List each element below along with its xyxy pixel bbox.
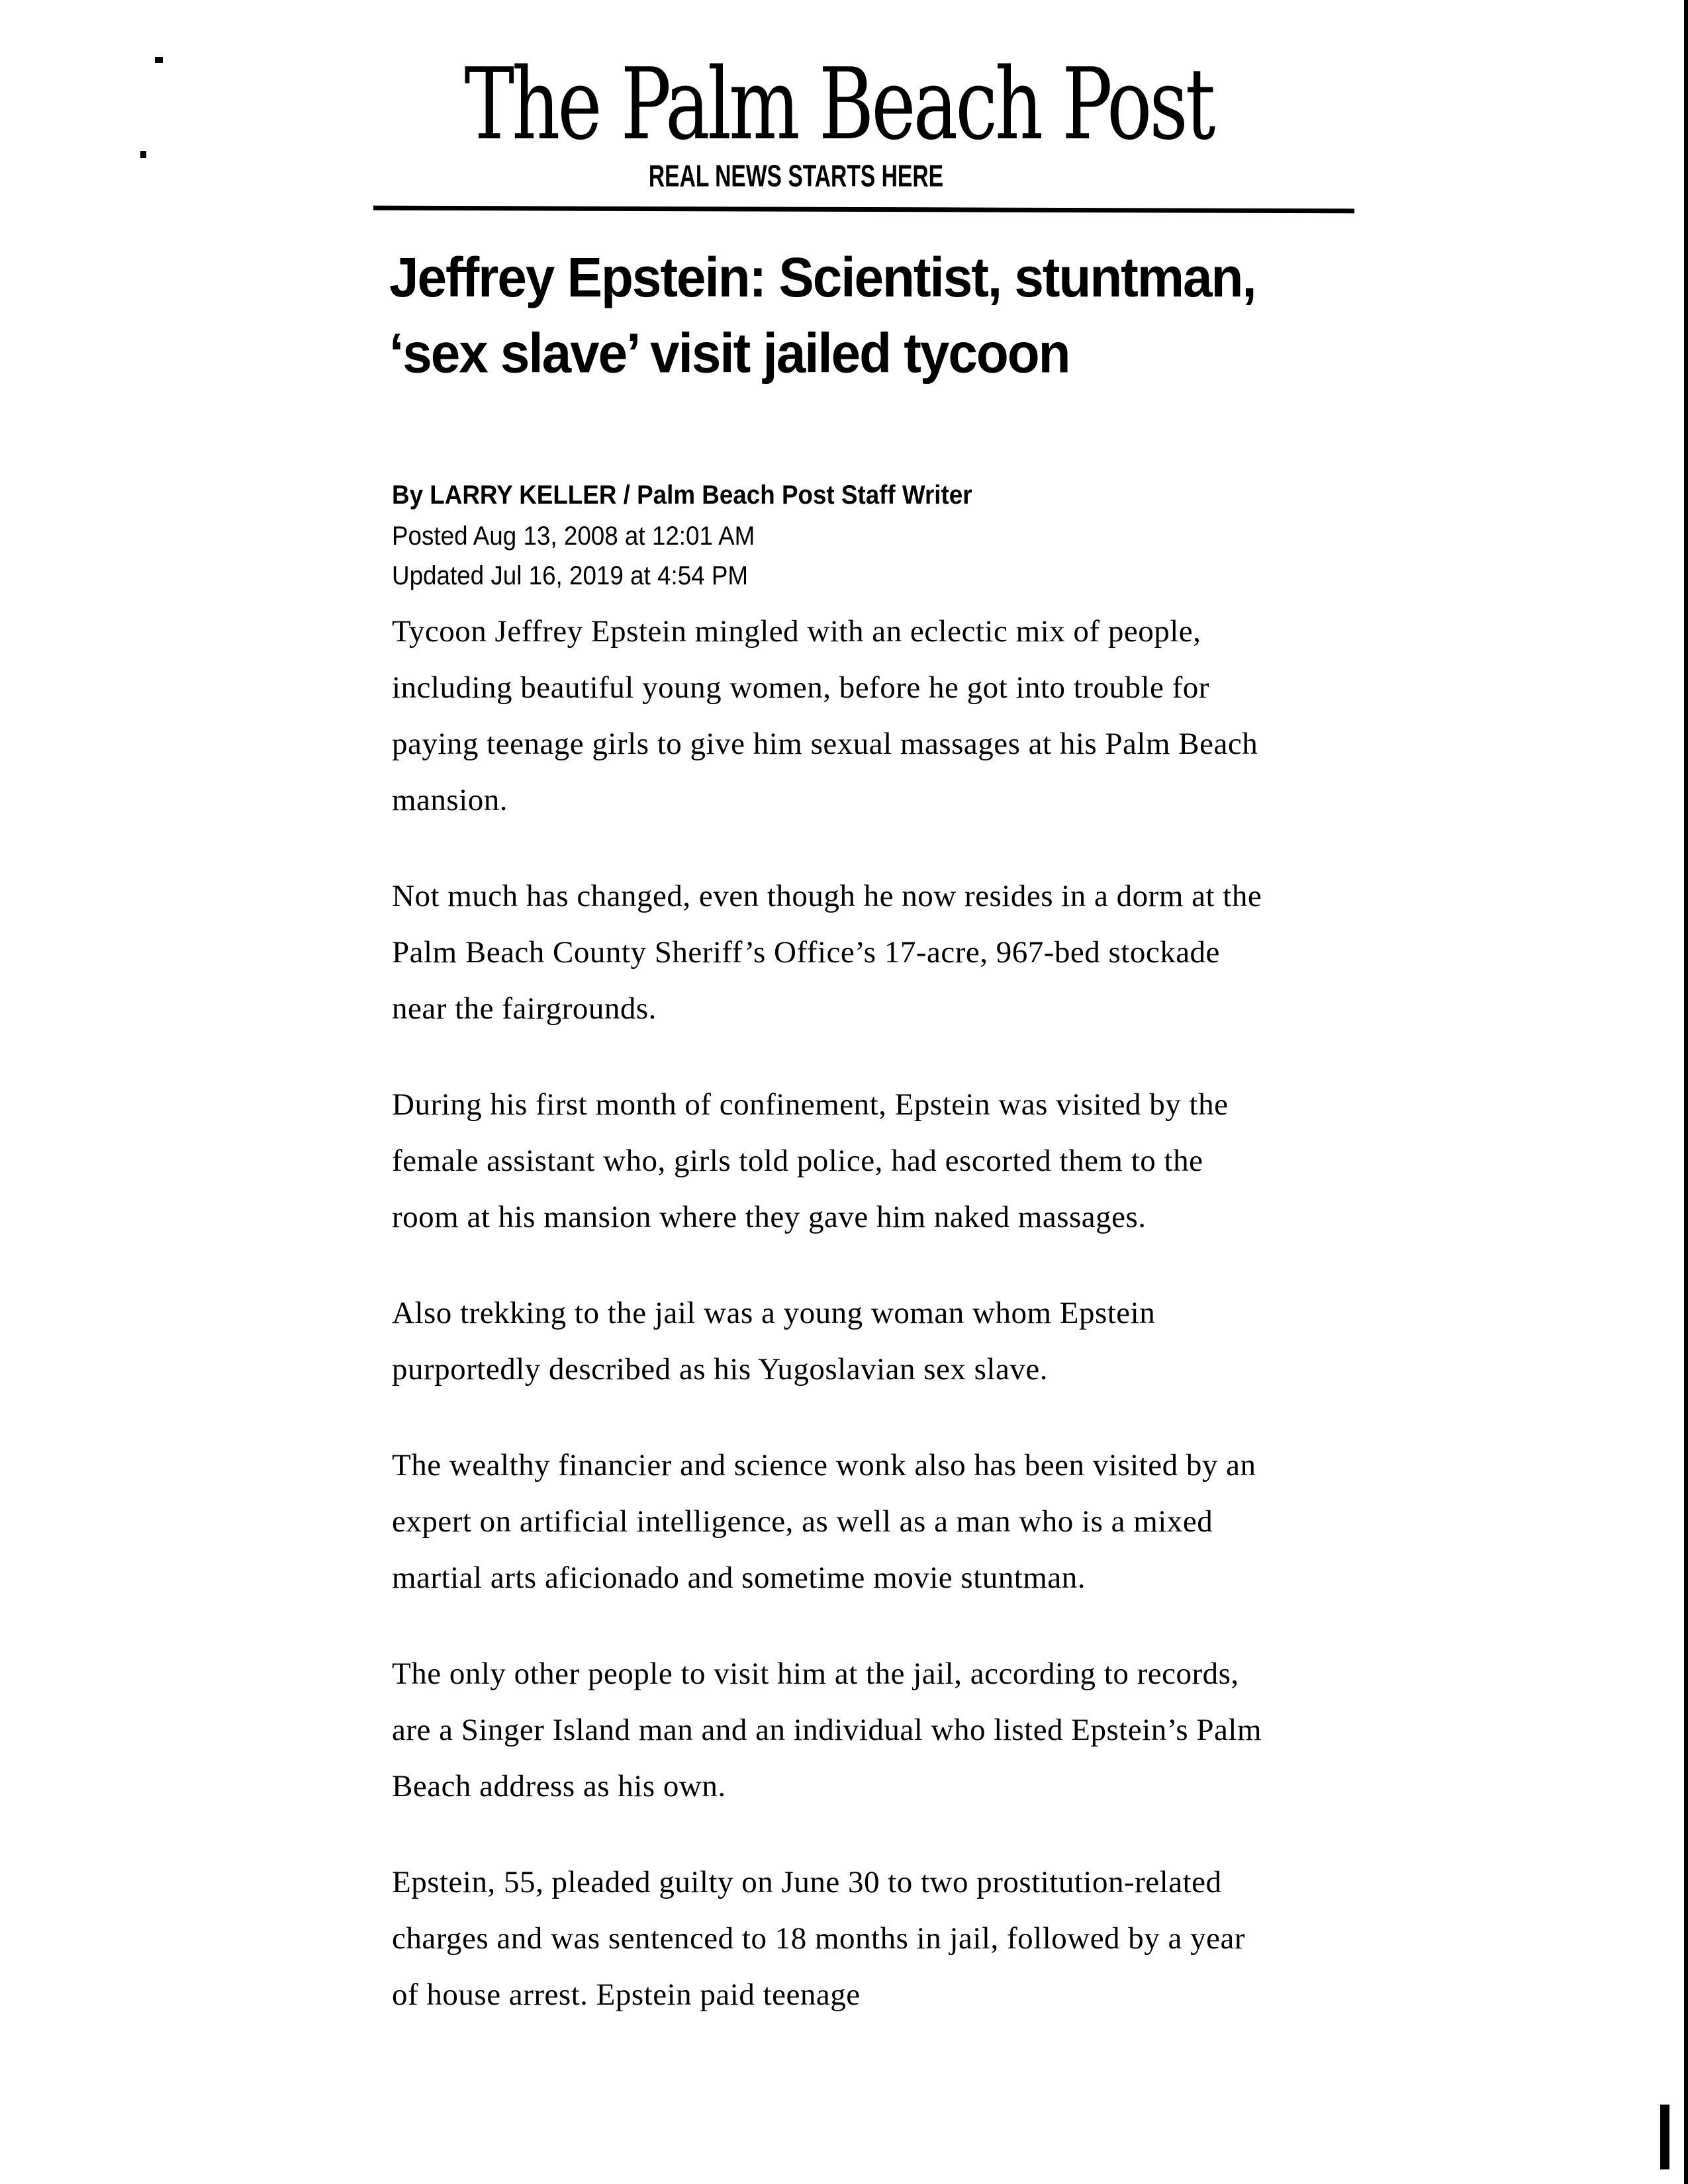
newspaper-tagline: REAL NEWS STARTS HERE — [648, 159, 944, 193]
masthead-title-row — [371, 47, 1221, 162]
masthead — [371, 47, 1221, 193]
article-byline: By LARRY KELLER / Palm Beach Post Staff Writer — [392, 480, 972, 510]
article-headline: Jeffrey Epstein: Scientist, stuntman, ‘sex slave’ visit jailed tycoon — [389, 246, 1256, 385]
masthead-divider — [373, 206, 1354, 214]
article-paragraph: During his first month of confinement, Epstein was visited by the female assistant who, girls told police, had escorted them to the room at his mansion where they gave him naked massages. — [392, 1087, 1229, 1234]
article-paragraph: Tycoon Jeffrey Epstein mingled with an eclectic mix of people, including beautiful young women, before he got into trouble for paying teenage girls to give him sexual massages at his Palm Beach mansion. — [392, 614, 1258, 817]
article-body — [392, 604, 1262, 2063]
posted-timestamp: Posted Aug 13, 2008 at 12:01 AM — [392, 522, 755, 551]
article-paragraph: Epstein, 55, pleaded guilty on June 30 to two prostitution-related charges and was sentenced to 18 months in jail, followed by a year of house arrest. Epstein paid teenage — [392, 1865, 1246, 2012]
article-paragraph: The wealthy financier and science wonk also has been visited by an expert on artificial intelligence, as well as a man who is a mixed martial arts aficionado and sometime movie stuntman. — [392, 1448, 1256, 1595]
updated-timestamp: Updated Jul 16, 2019 at 4:54 PM — [392, 561, 749, 590]
scan-speck — [140, 151, 146, 158]
article-paragraph: The only other people to visit him at the jail, according to records, are a Singer Island man and an individual who listed Epstein’s Palm Beach address as his own. — [392, 1657, 1262, 1803]
scan-speck — [155, 57, 163, 63]
scan-mark — [1660, 2105, 1669, 2169]
scan-edge-strip — [1684, 0, 1688, 2184]
article-paragraph: Not much has changed, even though he now resides in a dorm at the Palm Beach County Sheriff’s Office’s 17-acre, 967-bed stockade near the fairgrounds. — [392, 879, 1262, 1026]
newspaper-title: The Palm Beach Post — [464, 47, 1213, 162]
article-paragraph: Also trekking to the jail was a young woman whom Epstein purportedly described as his Yugoslavian sex slave. — [392, 1296, 1156, 1387]
